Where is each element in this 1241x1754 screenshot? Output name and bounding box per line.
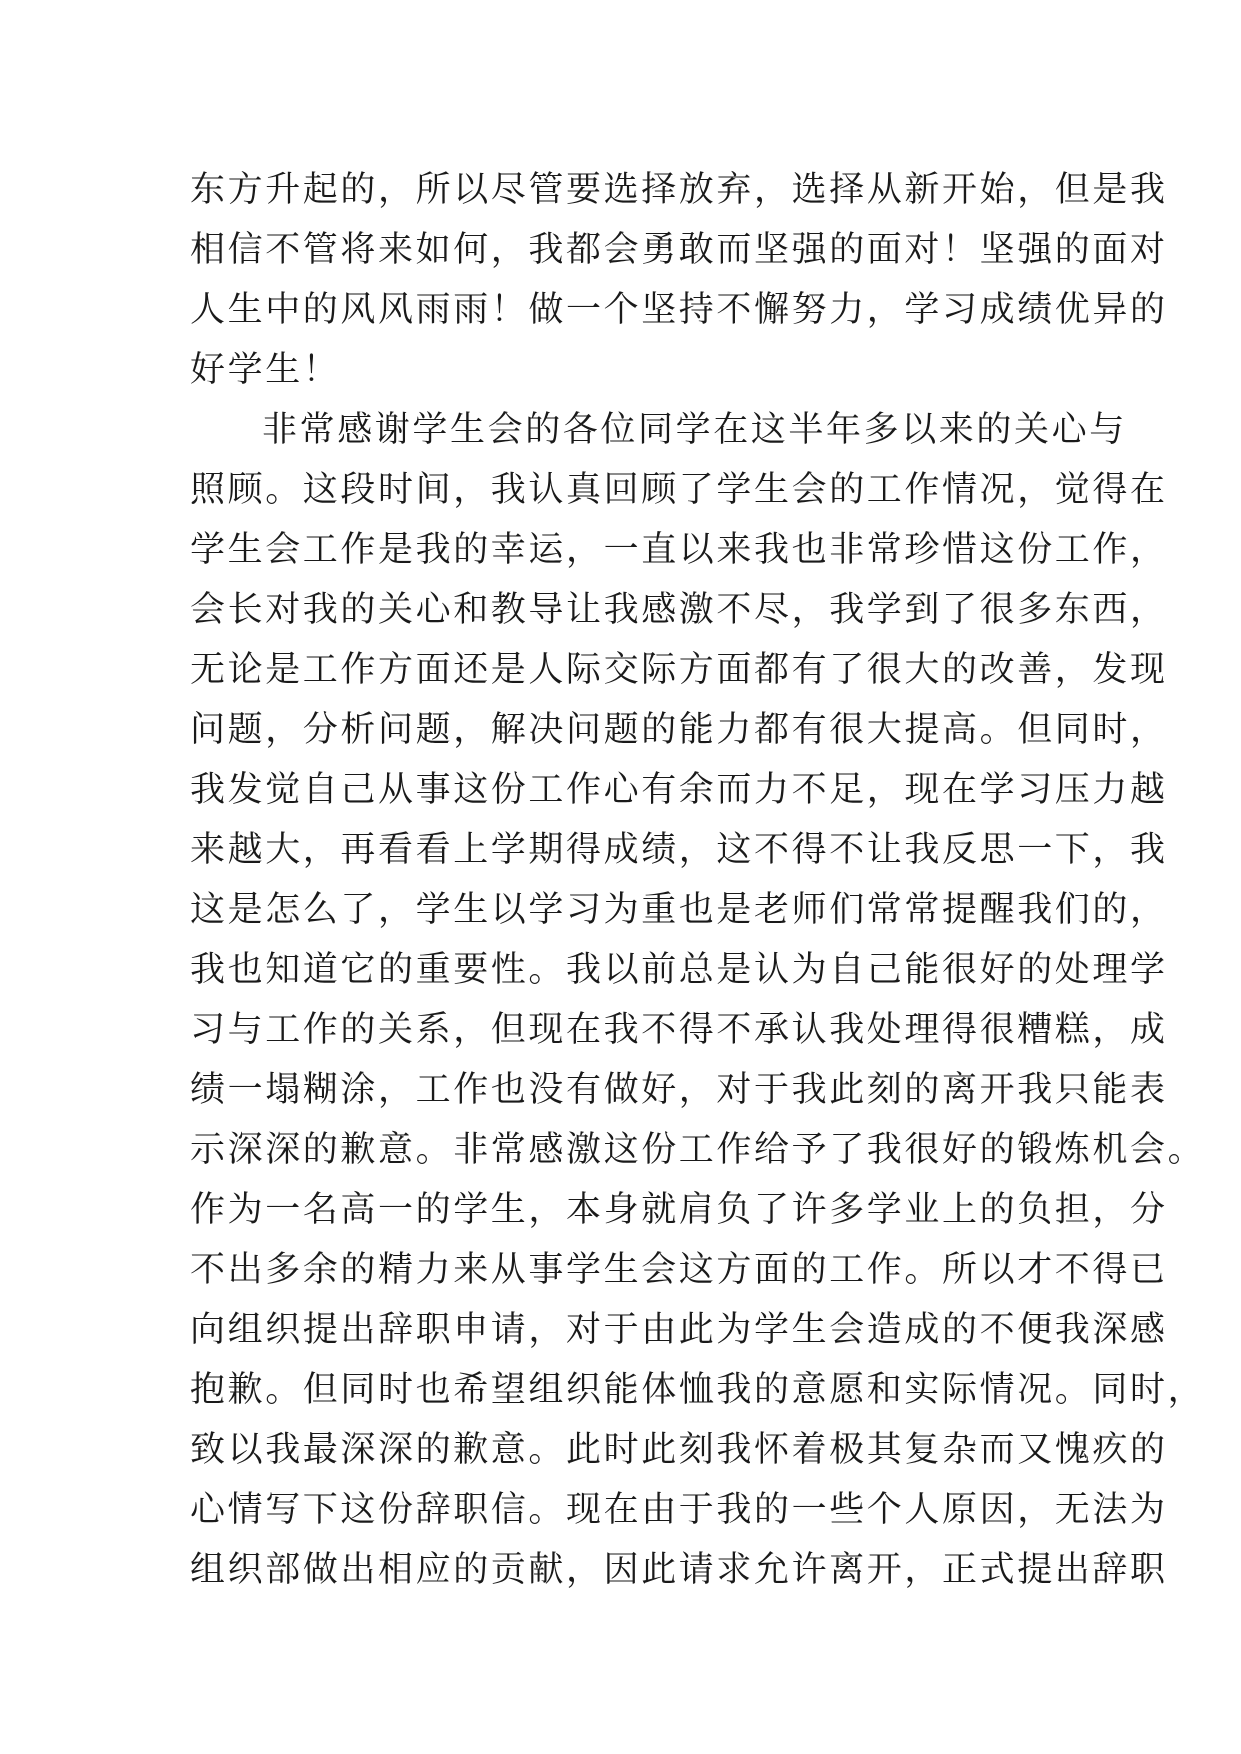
text-line: 照顾。这段时间，我认真回顾了学生会的工作情况，觉得在: [190, 470, 1168, 510]
text-line: 不出多余的精力来从事学生会这方面的工作。所以才不得已: [190, 1250, 1168, 1290]
text-line: 组织部做出相应的贡献，因此请求允许离开，正式提出辞职: [190, 1550, 1168, 1590]
text-line: 无论是工作方面还是人际交际方面都有了很大的改善，发现: [190, 650, 1168, 690]
text-line: 我也知道它的重要性。我以前总是认为自己能很好的处理学: [190, 950, 1168, 990]
text-line: 这是怎么了，学生以学习为重也是老师们常常提醒我们的，: [190, 890, 1168, 930]
text-line: 心情写下这份辞职信。现在由于我的一些个人原因，无法为: [190, 1490, 1168, 1530]
text-line: 好学生！: [190, 350, 341, 390]
document-body: [190, 160, 1206, 1600]
text-line: 问题，分析问题，解决问题的能力都有很大提高。但同时，: [190, 710, 1168, 750]
text-line: 习与工作的关系，但现在我不得不承认我处理得很糟糕，成: [190, 1010, 1168, 1050]
text-line: 绩一塌糊涂，工作也没有做好，对于我此刻的离开我只能表: [190, 1070, 1168, 1110]
text-line: 人生中的风风雨雨！做一个坚持不懈努力，学习成绩优异的: [190, 290, 1168, 330]
text-line: 相信不管将来如何，我都会勇敢而坚强的面对！坚强的面对: [190, 230, 1168, 270]
text-line: 致以我最深深的歉意。此时此刻我怀着极其复杂而又愧疚的: [190, 1430, 1168, 1470]
text-line: 会长对我的关心和教导让我感激不尽，我学到了很多东西，: [190, 590, 1168, 630]
paragraph-2: [190, 400, 1206, 1600]
text-line: 来越大，再看看上学期得成绩，这不得不让我反思一下，我: [190, 830, 1168, 870]
text-line: 作为一名高一的学生，本身就肩负了许多学业上的负担，分: [190, 1190, 1168, 1230]
text-line: 学生会工作是我的幸运，一直以来我也非常珍惜这份工作，: [190, 530, 1168, 570]
text-line: 东方升起的，所以尽管要选择放弃，选择从新开始，但是我: [190, 170, 1168, 210]
text-line: 向组织提出辞职申请，对于由此为学生会造成的不便我深感: [190, 1310, 1168, 1350]
text-line: 示深深的歉意。非常感激这份工作给予了我很好的锻炼机会。: [190, 1130, 1206, 1170]
paragraph-1: [190, 160, 1168, 400]
text-line: 我发觉自己从事这份工作心有余而力不足，现在学习压力越: [190, 770, 1168, 810]
text-line: 抱歉。但同时也希望组织能体恤我的意愿和实际情况。同时，: [190, 1370, 1206, 1410]
text-line: 非常感谢学生会的各位同学在这半年多以来的关心与: [262, 410, 1127, 450]
